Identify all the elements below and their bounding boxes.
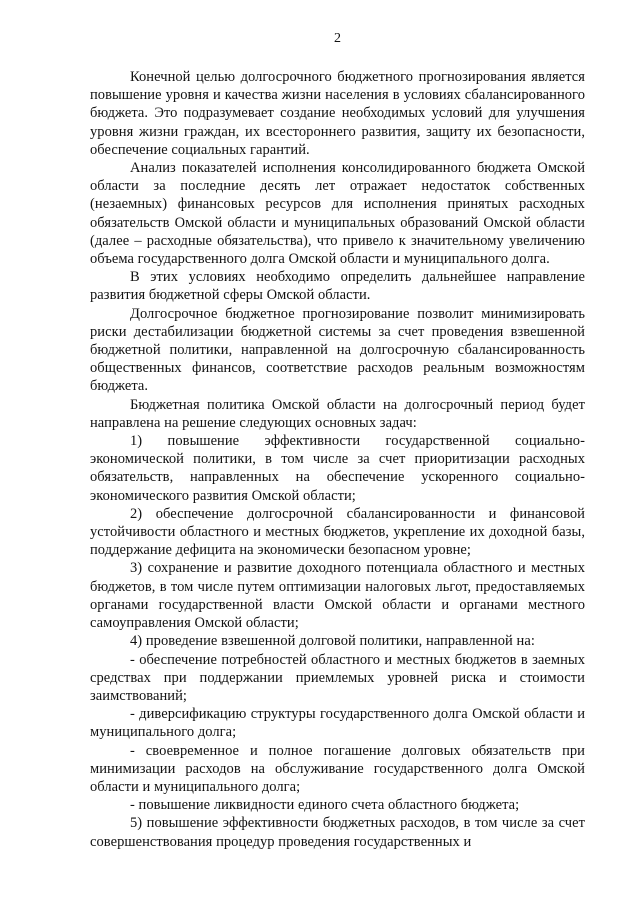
- paragraph-conditions: В этих условиях необходимо определить дальнейшее направление развития бюджетной сферы Омской области.: [90, 269, 585, 304]
- task-4-item-4: - повышение ликвидности единого счета областного бюджета;: [130, 797, 520, 814]
- task-3: 3) сохранение и развитие доходного потенциала областного и местных бюджетов, в том числе путем оптимизации налоговых льгот, предоставляемых органами государственной власти Омской области и органами местного самоуправления Омской области;: [90, 560, 585, 632]
- document-page: [90, 30, 585, 851]
- page-number: 2: [334, 31, 341, 46]
- task-5: 5) повышение эффективности бюджетных расходов, в том числе за счет совершенствования процедур проведения государственных и: [90, 815, 585, 850]
- task-2: 2) обеспечение долгосрочной сбалансированности и финансовой устойчивости областного и местных бюджетов, укрепление их доходной базы, поддержание дефицита на экономически безопасном уровне;: [90, 505, 585, 559]
- paragraph-policy-intro: Бюджетная политика Омской области на долгосрочный период будет направлена на решение следующих основных задач:: [90, 396, 585, 431]
- task-4-item-3: - своевременное и полное погашение долговых обязательств при минимизации расходов на обслуживание государственного долга Омской области и муниципального долга;: [90, 742, 585, 795]
- task-1: 1) повышение эффективности государственной социально-экономической политики, в том числе за счет приоритизации расходных обязательств, направленных на обеспечение ускоренного социально-экономического развития Омской области;: [90, 433, 585, 504]
- paragraph-forecasting: Долгосрочное бюджетное прогнозирование позволит минимизировать риски дестабилизации бюджетной системы за счет проведения взвешенной бюджетной политики, направленной на долгосрочную сбалансированность общественных финансов, соответствие расходов реальным возможностям бюджета.: [90, 305, 585, 395]
- task-4-item-2: - диверсификацию структуры государственного долга Омской области и муниципального долга;: [90, 706, 585, 741]
- task-4: 4) проведение взвешенной долговой политики, направленной на:: [130, 633, 535, 650]
- paragraph-analysis: Анализ показателей исполнения консолидированного бюджета Омской области за последние десять лет отражает недостаток собственных (незаемных) финансовых ресурсов для исполнения принятых расходных обязательств Омской области и муниципальных образований Омской области (далее – расходные обязательства), что привело к значительному увеличению объема государственного долга Омской области и муниципального долга.: [90, 160, 585, 268]
- task-4-item-1: - обеспечение потребностей областного и местных бюджетов в заемных средствах при поддержании приемлемых уровней риска и стоимости заимствований;: [90, 651, 585, 704]
- paragraph-goal: Конечной целью долгосрочного бюджетного прогнозирования является повышение уровня и качества жизни населения в условиях сбалансированного бюджета. Это подразумевает создание необходимых условий для улучшения уровня жизни граждан, их всестороннего развития, защиту их безопасности, обеспечение социальных гарантий.: [90, 69, 585, 158]
